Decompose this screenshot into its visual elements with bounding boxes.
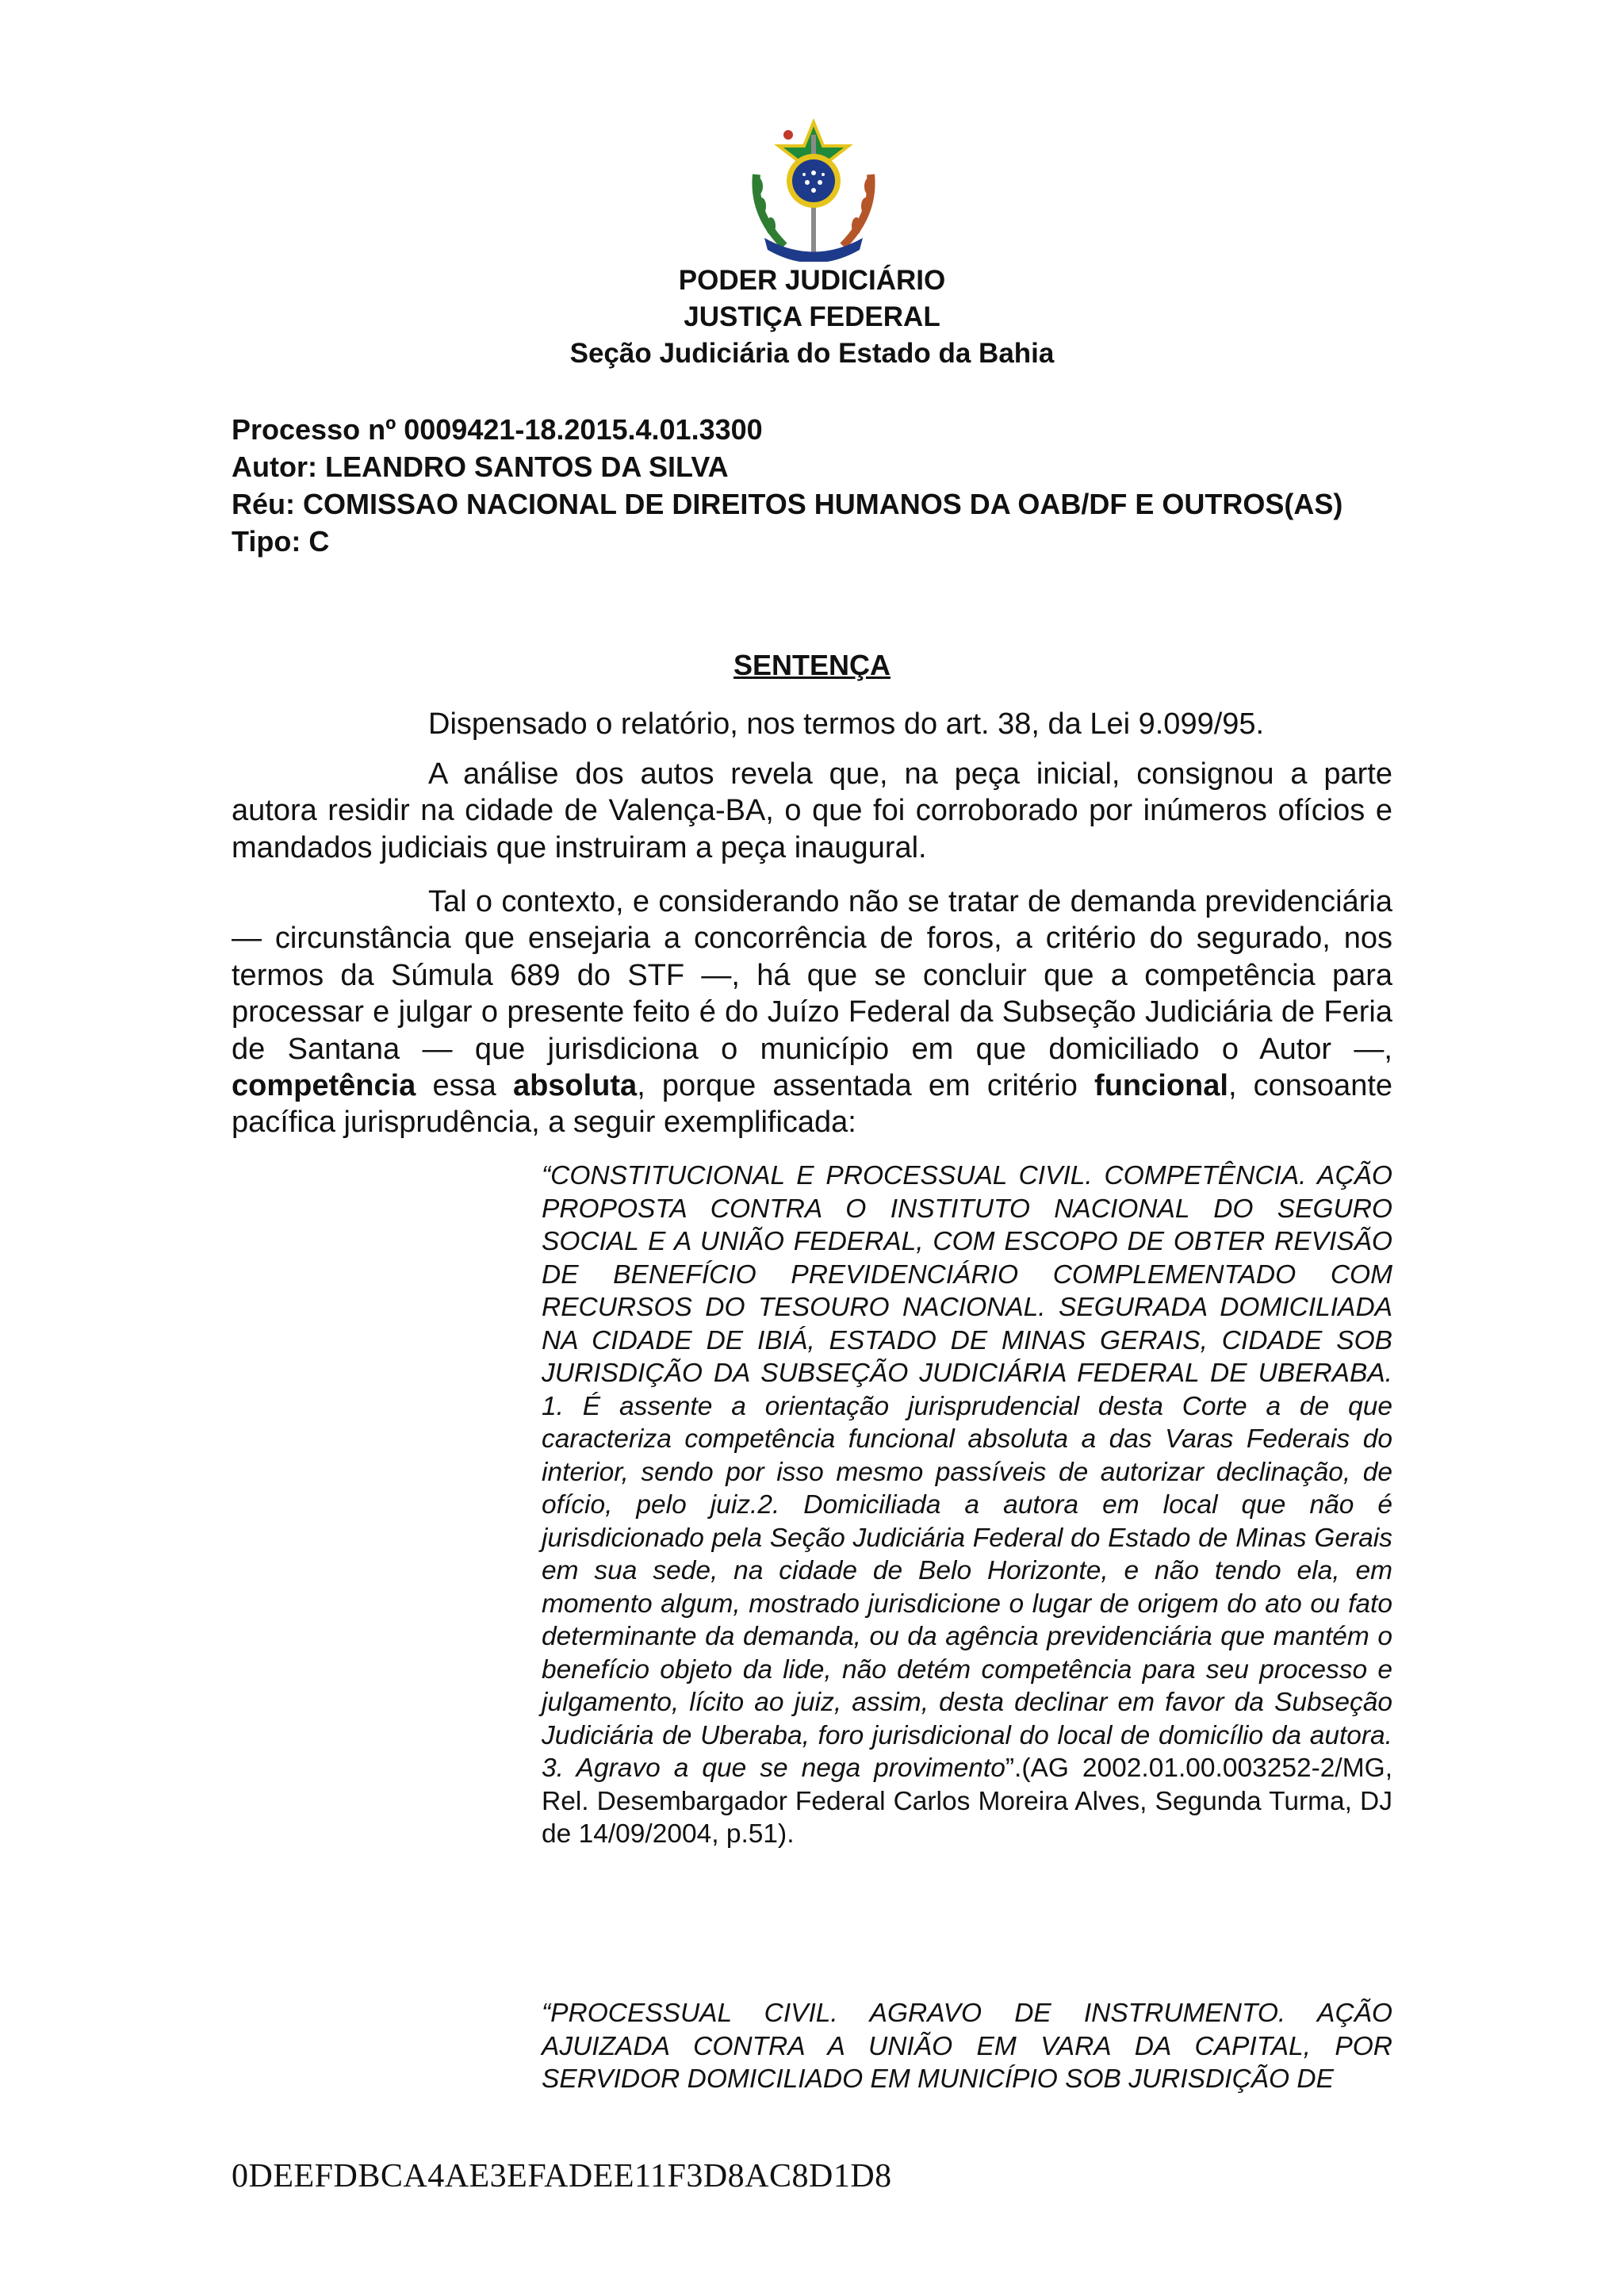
body-paragraph-2-block — [232, 756, 1392, 866]
paragraph-1: Dispensado o relatório, nos termos do art. 38, da Lei 9.099/95. — [428, 707, 1265, 741]
paragraph-3-text-d: , porque assentada em critério — [637, 1069, 1078, 1103]
header-section-name: Seção Judiciária do Estado da Bahia — [569, 338, 1055, 369]
quote-2-italic-text: “PROCESSUAL CIVIL. AGRAVO DE INSTRUMENTO. AÇÃO AJUIZADA CONTRA A UNIÃO EM VARA DA CAPITAL, POR SERVIDOR DOMICILIADO EM MUNICÍPIO SOB JURISDIÇÃO DE — [542, 1999, 1392, 2094]
body-text — [232, 706, 1392, 742]
case-info — [232, 411, 1342, 560]
case-defendant: Réu: COMISSAO NACIONAL DE DIREITOS HUMANOS DA OAB/DF E OUTROS(AS) — [232, 488, 1343, 520]
bold-funcional: funcional — [1094, 1069, 1228, 1103]
header-court-name: PODER JUDICIÁRIO — [678, 265, 946, 296]
case-type: Tipo: C — [232, 525, 330, 558]
sentence-title: SENTENÇA — [733, 649, 891, 681]
bold-absoluta: absoluta — [512, 1069, 638, 1103]
header-justice-name: JUSTIÇA FEDERAL — [684, 301, 940, 332]
paragraph-3-text-e: , consoante pacífica jurisprudência, a seguir exemplificada: — [232, 1069, 1393, 1140]
paragraph-3-text-c: essa — [432, 1069, 496, 1103]
bold-competencia: competência — [232, 1069, 416, 1103]
jurisprudence-quote-1 — [542, 1159, 1392, 1851]
case-number: Processo nº 0009421-18.2015.4.01.3300 — [232, 413, 763, 446]
body-paragraph-3-block — [232, 884, 1392, 1141]
paragraph-3 — [232, 884, 1392, 1141]
jurisprudence-quote-2 — [542, 1997, 1392, 2096]
paragraph-3-text-a: Tal o contexto, e considerando não se tratar de demanda previdenciária — circunstância que ensejaria a concorrência de foros, a critério do segurado, nos termos da Súmula 689 do STF —, há que se concluir que a competência para processar e julgar o presente feito é do Juízo Federal da Subseção Judiciária de Feria de Santana — que jurisdiciona o município em que domiciliado o Autor —, — [232, 885, 1392, 1066]
quote-1-citation: ”.(AG 2002.01.00.003252-2/MG, Rel. Desembargador Federal Carlos Moreira Alves, Segunda Turma, DJ de 14/09/2004, p.51). — [542, 1754, 1392, 1849]
paragraph-2: A análise dos autos revela que, na peça inicial, consignou a parte autora residir na cidade de Valença-BA, o que foi corroborado por inúmeros ofícios e mandados judiciais que instruiram a peça inaugural. — [232, 757, 1392, 864]
coat-of-arms-emblem — [741, 119, 887, 262]
document-hash-code: 0DEEFDBCA4AE3EFADEE11F3D8AC8D1D8 — [232, 2158, 892, 2194]
quote-1-italic-text: “CONSTITUCIONAL E PROCESSUAL CIVIL. COMPETÊNCIA. AÇÃO PROPOSTA CONTRA O INSTITUTO NACIONAL DO SEGURO SOCIAL E A UNIÃO FEDERAL, COM ESCOPO DE OBTER REVISÃO DE BENEFÍCIO PREVIDENCIÁRIO COMPLEMENTADO COM RECURSOS DO TESOURO NACIONAL. SEGURADA DOMICILIADA NA CIDADE DE IBIÁ, ESTADO DE MINAS GERAIS, CIDADE SOB JURISDIÇÃO DA SUBSEÇÃO JUDICIÁRIA FEDERAL DE UBERABA. 1. É assente a orientação jurisprudencial desta Corte a de que caracteriza competência funcional absoluta a das Varas Federais do interior, sendo por isso mesmo passíveis de autorizar declinação, de ofício, pelo juiz.2. Domiciliada a autora em local que não é jurisdicionado pela Seção Judiciária Federal do Estado de Minas Gerais em sua sede, na cidade de Belo Horizonte, e não tendo ela, em momento algum, mostrado jurisdicione o lugar de origem do ato ou fato determinante da demanda, ou da agência previdenciária que mantém o benefício objeto da lide, não detém competência para seu processo e julgamento, lícito ao juiz, assim, desta declinar em favor da Subseção Judiciária de Uberaba, foro jurisdicional do local de domicílio da autora. 3. Agravo a que se nega provimento — [542, 1161, 1392, 1783]
case-plaintiff: Autor: LEANDRO SANTOS DA SILVA — [232, 450, 729, 483]
